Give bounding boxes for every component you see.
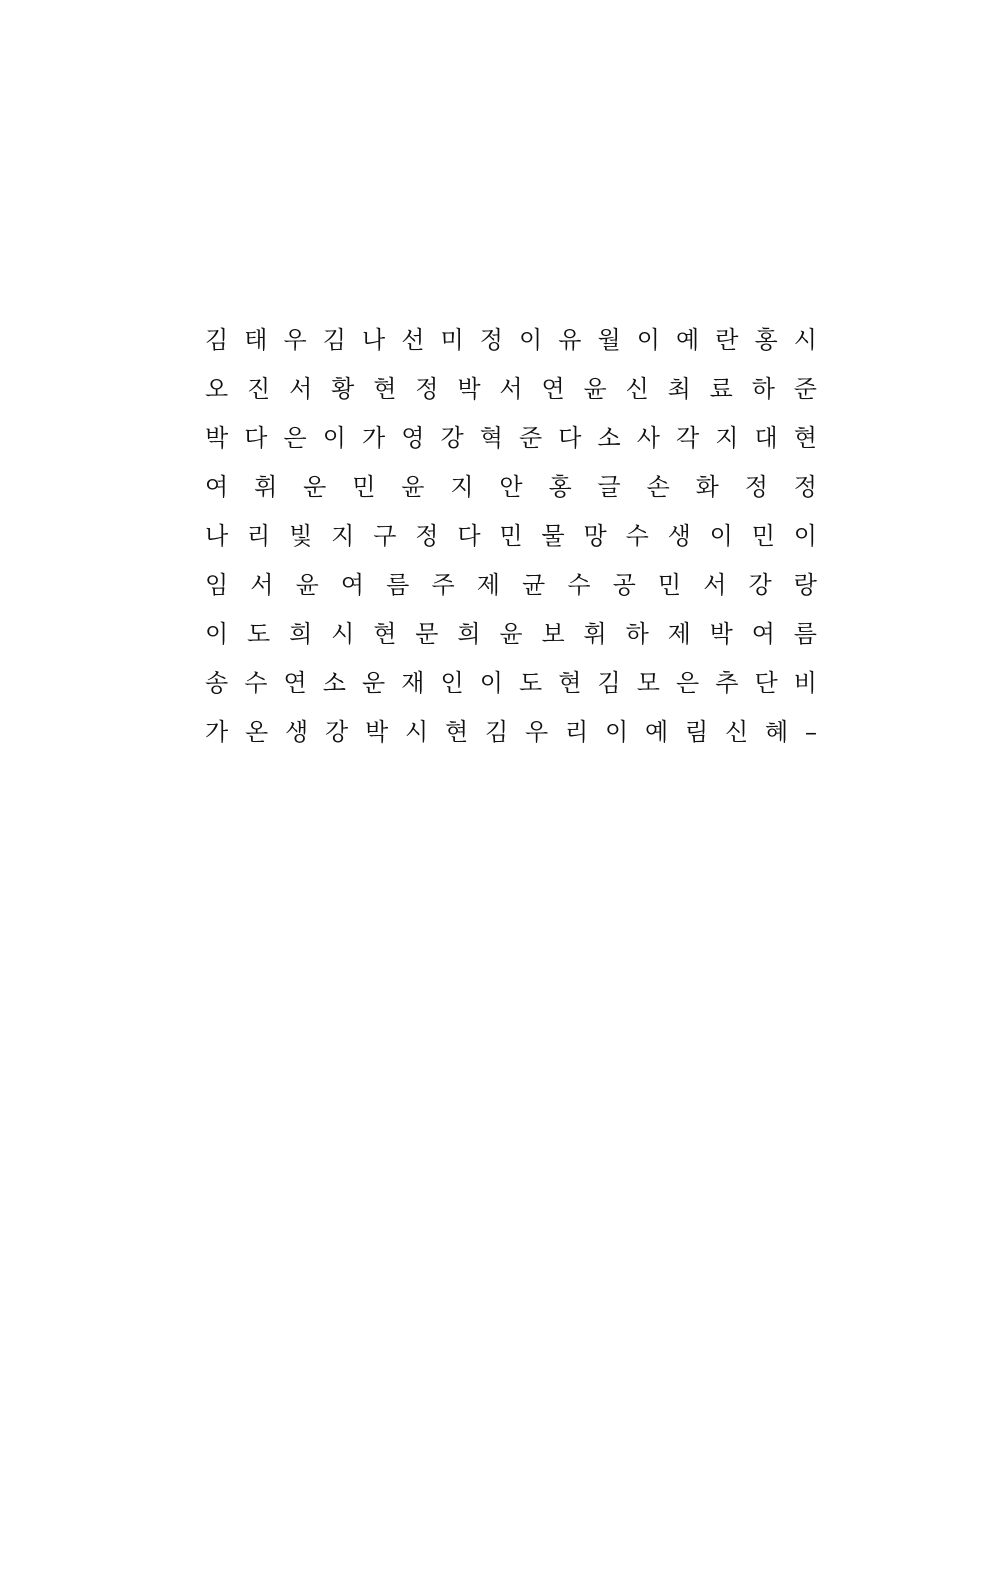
text-line-6: 임 서 윤 여 름 주 제 균 수 공 민 서 강 랑 [205, 571, 817, 599]
text-line-8: 송 수 연 소 운 재 인 이 도 현 김 모 은 추 단 비 [205, 669, 817, 697]
text-line-2: 오 진 서 황 현 정 박 서 연 윤 신 최 료 하 준 [205, 375, 817, 403]
text-line-1: 김 태 우 김 나 선 미 정 이 유 월 이 예 란 홍 시 [205, 326, 817, 354]
name-list-text [205, 316, 817, 757]
text-line-9: 가 온 생 강 박 시 현 김 우 리 이 예 림 신 혜 – [205, 718, 817, 746]
text-line-7: 이 도 희 시 현 문 희 윤 보 휘 하 제 박 여 름 [205, 620, 817, 648]
text-line-4: 여 휘 운 민 윤 지 안 홍 글 손 화 정 정 [205, 473, 817, 501]
text-line-3: 박 다 은 이 가 영 강 혁 준 다 소 사 각 지 대 현 [205, 424, 817, 452]
text-line-5: 나 리 빛 지 구 정 다 민 물 망 수 생 이 민 이 [205, 522, 817, 550]
